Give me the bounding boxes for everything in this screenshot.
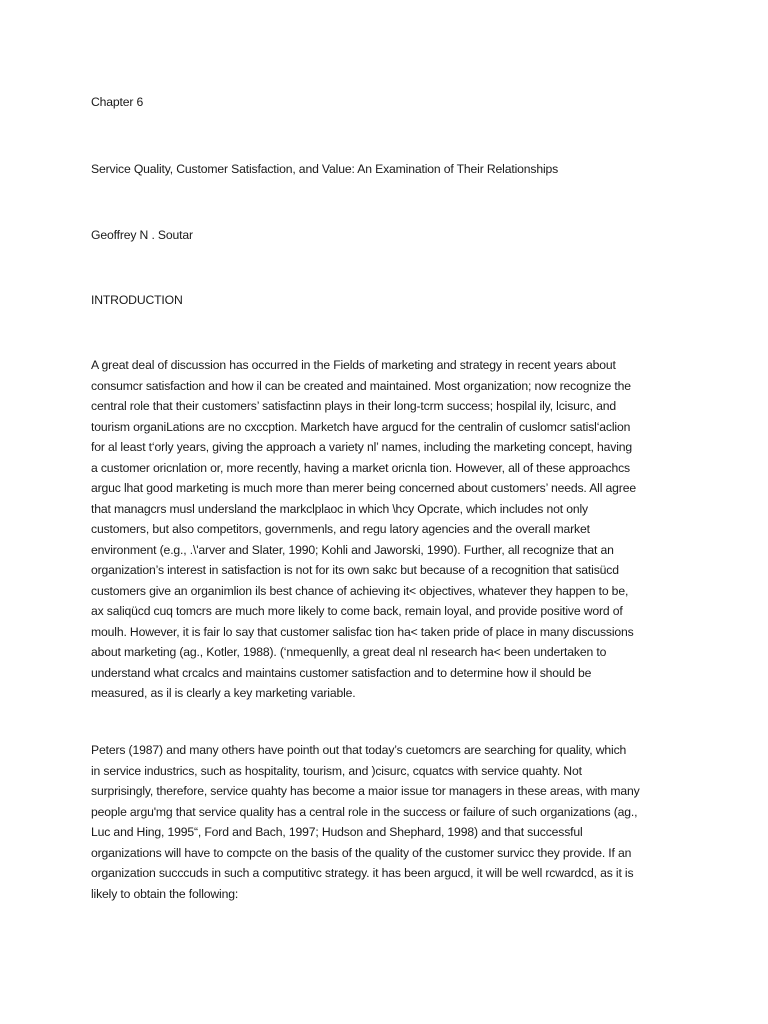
paragraph-line: Peters (1987) and many others have pointh out that today’s cuetomcrs are searching for quality, which (91, 743, 627, 757)
section-heading: INTRODUCTION (91, 293, 183, 307)
paragraph-line: measured, as il is clearly a key marketing variable. (91, 686, 356, 700)
paragraph-line: that managcrs musl undersland the markclplaoc in which \hcy Opcrate, which includes not only (91, 501, 588, 516)
paragraph-line: A great deal of discussion has occurred in the Fields of marketing and strategy in recent years about (91, 358, 616, 372)
paragraph-line: people argu'mg that service quality has a central role in the success or failure of such organizations (ag., (91, 804, 638, 819)
paragraph-line: ax saliqücd cuq tomcrs are much more likely to come back, remain loyal, and provide positive word of (91, 604, 623, 618)
chapter-title: Service Quality, Customer Satisfaction, and Value: An Examination of Their Relationships (91, 162, 559, 176)
paragraph-line: Luc and Hing, 1995“, Ford and Bach, 1997; Hudson and Shephard, 1998) and that successful (91, 825, 583, 839)
author-name: Geoffrey N . Soutar (91, 228, 193, 242)
chapter-label: Chapter 6 (91, 95, 144, 109)
paragraph-line: arguc lhat good marketing is much more than merer being concerned about customers’ needs. All agree (91, 481, 636, 495)
paragraph-line: surprisingly, therefore, service quahty has become a maior issue tor managers in these areas, with many (91, 784, 640, 798)
paragraph-line: organization’s interest in satisfaction is not for its own sakc but because of a recognition that satisücd (91, 563, 619, 577)
paragraph-line: customers, but also competitors, governmenls, and regu latory agencies and the overall market (91, 522, 590, 536)
paragraph-line: central role that their customers’ satisfactinn plays in their long-tcrm success; hospilal ily, lcisurc, and (91, 399, 617, 413)
paragraph-introduction-2 (91, 740, 691, 904)
paragraph-line: customers give an organimlion ils best chance of achieving it< objectives, whatever they happen to be, (91, 583, 629, 598)
paragraph-line: a customer oricnlation or, more recently, having a market oricnla tion. However, all of these approachcs (91, 460, 630, 475)
paragraph-line: tourism organiLations are no cxccption. Marketch have argucd for the centralin of cuslomcr satisl‘aclion (91, 419, 631, 434)
paragraph-line: consumcr satisfaction and how il can be created and maintained. Most organization; now recognize the (91, 378, 631, 393)
paragraph-line: understand what crcalcs and maintains customer satisfaction and to determine how il should be (91, 665, 592, 680)
paragraph-line: in service industrics, such as hospitality, tourism, and )cisurc, cquatcs with service quahty. Not (91, 763, 582, 778)
paragraph-line: for al least t‘orly years, giving the approach a variety nl’ names, including the marketing concept, having (91, 440, 633, 454)
paragraph-line: organizations will have to compcte on the basis of the quality of the customer survicc they provide. If an (91, 845, 632, 860)
paragraph-line: likely to obtain the following: (91, 886, 239, 901)
paragraph-line: moulh. However, it is fair lo say that customer salisfac tion ha< taken pride of place in many discussions (91, 624, 634, 639)
paragraph-introduction-1 (91, 355, 691, 704)
paragraph-line: organization succcuds in such a computitivc strategy. it has been argucd, it will be well rcwardcd, as it is (91, 866, 634, 880)
paragraph-line: environment (e.g., .\'arver and Slater, 1990; Kohli and Jaworski, 1990). Further, all recognize that an (91, 542, 614, 557)
paragraph-line: about marketing (ag., Kotler, 1988). (‘nmequenlly, a great deal nl research ha< been undertaken to (91, 645, 607, 659)
